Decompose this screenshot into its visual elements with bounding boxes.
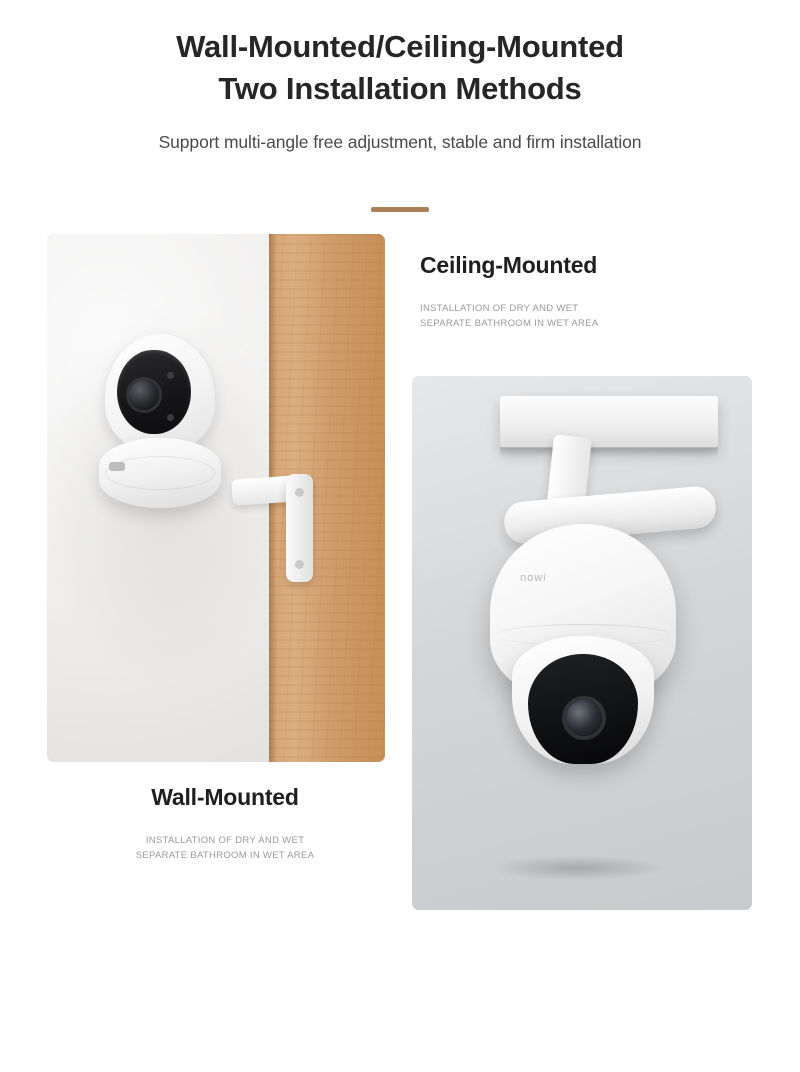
camera-lens-icon: [129, 380, 159, 410]
camera-power-port: [109, 462, 125, 471]
wall-mounted-photo: [47, 234, 385, 762]
camera-head: [105, 334, 215, 452]
wall-caption-subtext: [55, 834, 395, 863]
camera-ir-led-icon: [167, 372, 174, 379]
installation-photos: [0, 234, 800, 994]
ceiling-slab: [500, 396, 718, 448]
section-divider: [371, 207, 429, 212]
wall-caption-subtext-line-1: INSTALLATION OF DRY AND WET: [145, 835, 305, 847]
screw-icon: [295, 488, 304, 497]
ceiling-mounted-camera: [490, 524, 676, 784]
ceiling-caption-title: Ceiling-Mounted: [420, 252, 598, 279]
page-title-line-1: Wall-Mounted/Ceiling-Mounted: [176, 29, 624, 64]
screw-icon: [295, 560, 304, 569]
camera-turret: [512, 636, 654, 764]
divider-wrapper: [0, 207, 800, 212]
camera-lens-plate: [528, 654, 638, 764]
camera-lens-plate: [117, 350, 191, 434]
page-title: [70, 26, 730, 110]
wall-mounted-camera: [99, 334, 234, 534]
wall-bracket-plate: [286, 474, 313, 582]
ceiling-mounted-photo: [412, 376, 752, 910]
ceiling-caption-subtext-line-1: INSTALLATION OF DRY AND WET: [420, 303, 579, 315]
camera-brand-label: nowi: [520, 572, 547, 585]
ceiling-caption-subtext-line-2: SEPARATE BATHROOM IN WET AREA: [420, 318, 599, 330]
page-header: [0, 0, 800, 212]
camera-ir-led-icon: [167, 414, 174, 421]
wall-caption-block: [55, 784, 395, 863]
page-subtitle: Support multi-angle free adjustment, stable and firm installation: [158, 132, 642, 153]
ceiling-caption-block: [420, 252, 760, 331]
camera-lens-icon: [566, 700, 602, 736]
wall-caption-title: Wall-Mounted: [151, 784, 299, 811]
wall-caption-subtext-line-2: SEPARATE BATHROOM IN WET AREA: [135, 850, 315, 862]
ceiling-caption-subtext: [420, 302, 760, 331]
page-title-line-2: Two Installation Methods: [218, 71, 582, 107]
